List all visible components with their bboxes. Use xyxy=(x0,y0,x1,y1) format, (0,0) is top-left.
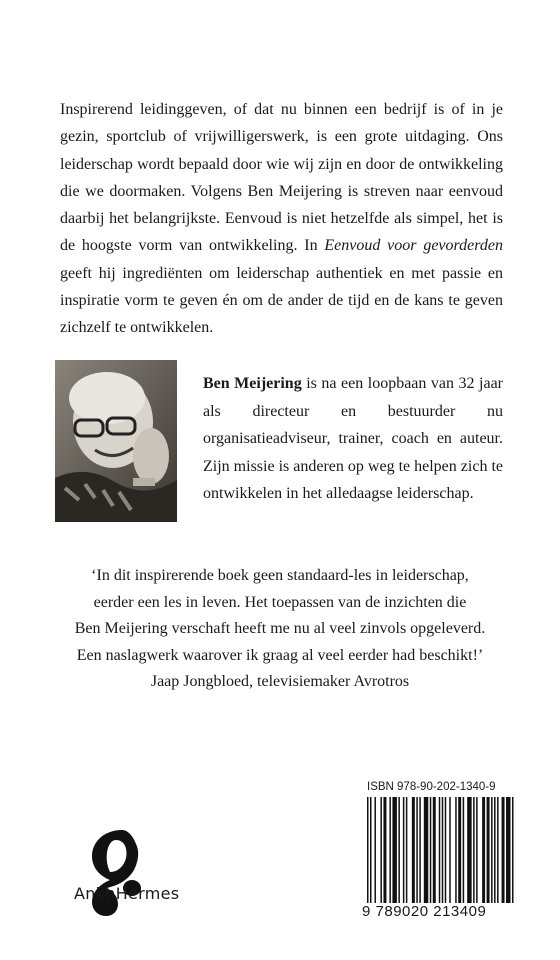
publisher-logo-icon xyxy=(78,826,162,930)
barcode-bar xyxy=(370,797,371,903)
blurb-text: Inspirerend leidinggeven, of dat nu binnen een bedrijf is of in je gezin, sportclub of vrijwilligerswerk, is een grote uitdaging. Ons leiderschap wordt bepaald door wie wij zijn en door de ontwikkeling die we doormaken. Volgens Ben Meijering is streven naar eenvoud daarbij het belangrijkste. Eenvoud is niet hetzelfde als simpel, het is de hoogste vorm van ontwikkeling. In xyxy=(60,101,503,255)
barcode-bar xyxy=(367,797,368,903)
barcode-bar xyxy=(467,797,471,903)
barcode-bar xyxy=(506,797,510,903)
quote-attribution: Jaap Jongbloed, televisiemaker Avrotros xyxy=(150,673,410,690)
barcode-bar xyxy=(419,797,420,903)
book-title: Eenvoud voor gevorderden xyxy=(324,237,503,255)
quote-line: eerder een les in leven. Het toepassen van de inzichten die xyxy=(93,593,467,611)
quote-line: Ben Meijering verschaft heeft me nu al veel zinvols opgeleverd. xyxy=(74,620,486,637)
publisher-name: AnkhHermes xyxy=(74,884,180,903)
isbn-label: ISBN 978-90-202-1340-9 xyxy=(367,781,496,793)
barcode-bar xyxy=(491,797,492,903)
barcode-bar xyxy=(389,797,390,903)
blurb-text-end: geeft hij ingrediënten om leiderschap authentiek en met passie en inspiratie vorm te geven én om de ander de tijd en de kans te geven zichzelf te ontwikkelen. xyxy=(60,264,503,337)
barcode-bar xyxy=(449,797,450,903)
barcode xyxy=(367,797,515,903)
barcode-bar xyxy=(433,797,436,903)
back-cover-blurb xyxy=(60,96,503,342)
author-photo xyxy=(55,360,177,522)
barcode-bar xyxy=(430,797,431,903)
barcode-bar xyxy=(383,797,386,903)
barcode-bar xyxy=(494,797,495,903)
barcode-bar xyxy=(392,797,396,903)
quote-line: Een naslagwerk waarover ik graag al veel eerder had beschikt!’ xyxy=(76,646,484,664)
author-name: Ben Meijering xyxy=(203,375,302,392)
barcode-bar xyxy=(424,797,428,903)
author-bio xyxy=(203,370,503,508)
barcode-bar xyxy=(463,797,464,903)
barcode-bar xyxy=(439,797,440,903)
barcode-bar xyxy=(442,797,443,903)
barcode-bar xyxy=(412,797,415,903)
quote-line: ‘In dit inspirerende boek geen standaard-les in leiderschap, xyxy=(91,567,469,584)
barcode-bar xyxy=(374,797,375,903)
barcode-bar xyxy=(416,797,417,903)
barcode-bar xyxy=(512,797,513,903)
barcode-bar xyxy=(458,797,461,903)
barcode-bar xyxy=(473,797,474,903)
barcode-bar xyxy=(487,797,490,903)
author-bio-text: is na een loopbaan van 32 jaar als directeur en bestuurder nu organisatieadviseur, trainer, coach en auteur. Zijn missie is anderen op weg te helpen zich te ontwikkelen in het alledaagse leiderschap. xyxy=(203,375,504,502)
barcode-bar xyxy=(403,797,404,903)
barcode-digits: 9 789020 213409 xyxy=(362,903,487,920)
barcode-bar xyxy=(406,797,407,903)
barcode-bar xyxy=(482,797,485,903)
endorsement-quote xyxy=(40,563,520,696)
barcode-bar xyxy=(398,797,399,903)
barcode-bar xyxy=(455,797,456,903)
barcode-bar xyxy=(502,797,505,903)
barcode-bar xyxy=(476,797,477,903)
barcode-bar xyxy=(497,797,498,903)
barcode-bar xyxy=(380,797,381,903)
barcode-bar xyxy=(445,797,446,903)
